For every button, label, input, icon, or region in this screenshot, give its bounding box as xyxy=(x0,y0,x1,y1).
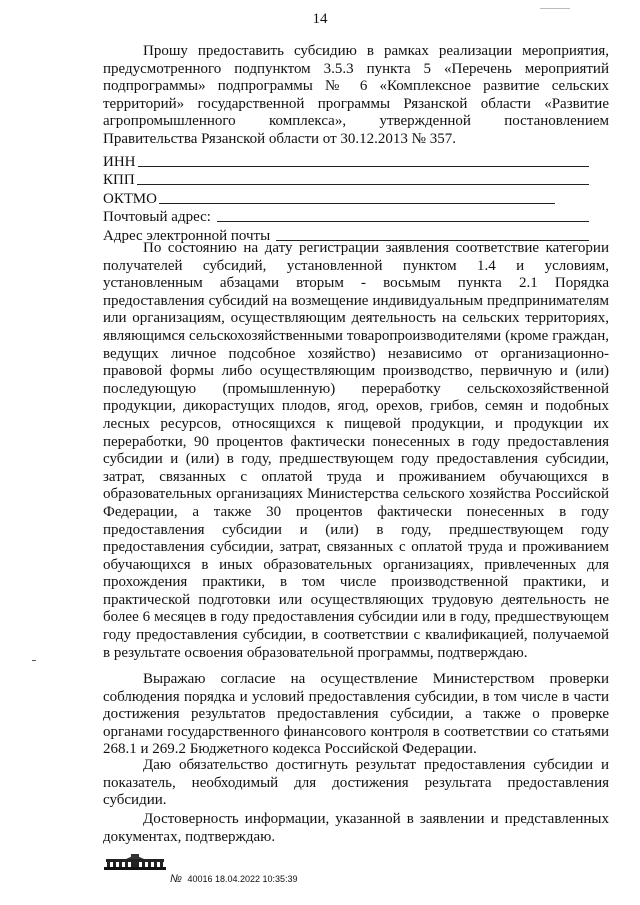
postal-address-field xyxy=(103,208,589,227)
registration-stamp xyxy=(170,873,298,885)
kpp-field xyxy=(103,171,589,190)
consent-paragraph: Выражаю согласие на осуществление Министерством проверки соблюдения порядка и условий предоставления субсидии, в том числе в части достижения результатов предоставления субсидии, а также о проверке органами государственного финансового контроля в соответствии со статьями 268.1 и 269.2 Бюджетного кодекса Российской Федерации. xyxy=(103,671,609,758)
kpp-fill-line xyxy=(137,184,589,185)
registration-number-datetime: 40016 18.04.2022 10:35:39 xyxy=(187,874,298,884)
email-label: Адрес электронной почты xyxy=(103,227,271,244)
oktmo-field xyxy=(103,189,555,208)
inn-field xyxy=(103,152,589,171)
oktmo-label: ОКТМО xyxy=(103,190,157,207)
postal-address-fill-line xyxy=(217,221,589,222)
inn-fill-line xyxy=(138,166,590,167)
government-building-stamp-icon xyxy=(104,853,166,871)
compliance-paragraph: По состоянию на дату регистрации заявления соответствие категории получателей субсидий, установленной пунктом 1.4 и условиям, установленным абзацами вторым - восьмым пункта 2.1 Порядка предоставления субсидий на возмещение индивидуальным предпринимателям или организациям, осуществляющим деятельность на сельских территориях, являющимся сельскохозяйственными товаропроизводителями (кроме граждан, ведущих личное подсобное хозяйство) независимо от организационно-правовой формы либо осуществляющим производство, первичную и (или) последующую (промышленную) переработку сельскохозяйственной продукции, дикорастущих плодов, ягод, орехов, грибов, семян и подобных лесных ресурсов, относящихся к пищевой продукции, и продукции их переработки, 90 процентов фактически понесенных в году предоставления субсидии и (или) в году, предшествующем году предоставления субсидии, затрат, связанных с оплатой труда и проживанием обучающихся в образовательных организациях Министерства сельского хозяйства Российской Федерации, а также 30 процентов фактически понесенных в году предоставления субсидии и (или) в году, предшествующем году предоставления субсидии, затрат, связанных с оплатой труда и проживанием обучающихся в иных образовательных организациях, привлеченных для прохождения практики, в том числе производственной практики, и практической подготовки или осуществляющих трудовую деятельность не более 6 месяцев в году предоставления субсидии или в году, предшествующем году предоставления субсидии, в соответствии с квалификацией, получаемой в результате освоения образовательной программы, подтверждаю. xyxy=(103,240,609,661)
scan-speck xyxy=(540,8,570,9)
registration-number-sign: № xyxy=(170,873,182,885)
requisites-fields xyxy=(103,152,589,245)
kpp-label: КПП xyxy=(103,172,135,188)
oktmo-fill-line xyxy=(159,203,555,204)
document-footer xyxy=(104,853,166,871)
postal-address-label: Почтовый адрес: xyxy=(103,209,211,225)
page-number: 14 xyxy=(312,11,328,27)
obligation-paragraph: Даю обязательство достигнуть результат предоставления субсидии и показатель, необходимый для достижения результата предоставления субсидии. xyxy=(103,757,609,809)
inn-label: ИНН xyxy=(103,153,136,170)
scan-speck xyxy=(32,660,36,661)
request-paragraph: Прошу предоставить субсидию в рамках реализации мероприятия, предусмотренного подпунктом 3.5.3 пункта 5 «Перечень мероприятий подпрограммы» подпрограммы № 6 «Комплексное развитие сельских территорий» государственной программы Рязанской области «Развитие агропромышленного комплекса», утвержденной постановлением Правительства Рязанской области от 30.12.2013 № 357. xyxy=(103,43,609,147)
accuracy-paragraph: Достоверность информации, указанной в заявлении и представленных документах, подтверждаю. xyxy=(103,811,609,845)
